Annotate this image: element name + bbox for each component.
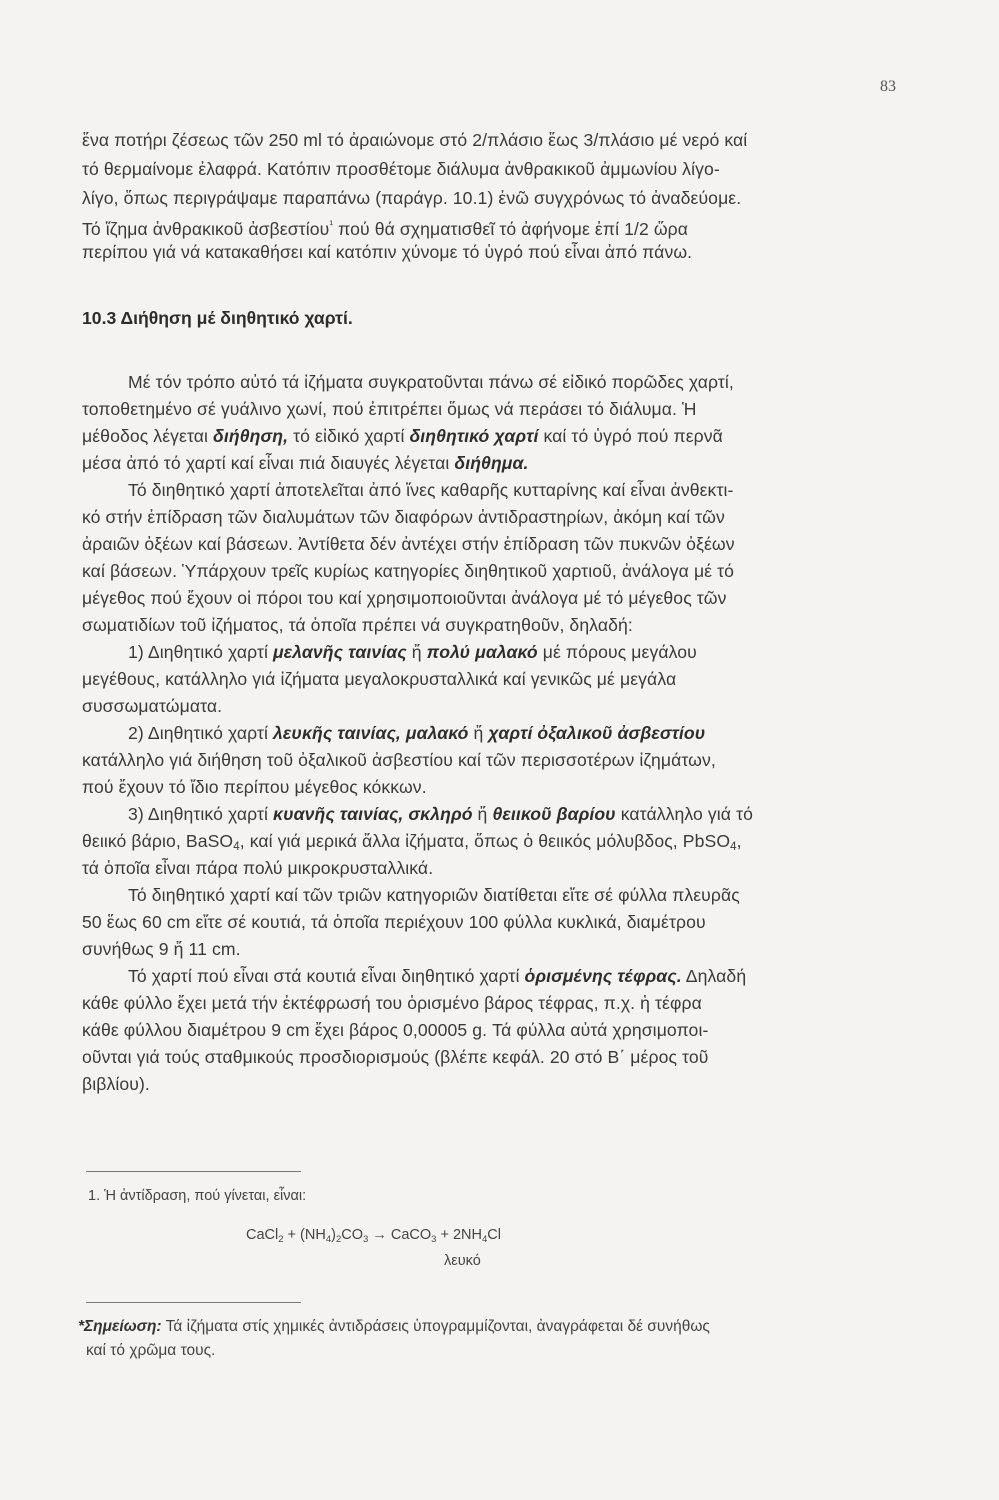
eq-part: CO [341, 1227, 364, 1243]
text-span: 3) Διηθητικό χαρτί [128, 804, 274, 824]
text-span: κατάλληλο γιά τό [615, 804, 753, 824]
text-line: ἕνα ποτήρι ζέσεως τῶν 250 ml τό ἀραιώνομε στό 2/πλάσιο ἕως 3/πλάσιο μέ νερό καί [82, 130, 748, 150]
eq-part: + (NH [283, 1227, 326, 1243]
precipitate-label: λευκό [444, 1253, 481, 1269]
text-line [82, 213, 912, 241]
note-divider [86, 1302, 301, 1303]
text-span: μέ πόρους μεγάλου [537, 642, 697, 662]
text-span: , καί γιά μερικά ἄλλα ἰζήματα, ὅπως ὁ θειικός μόλυβδος, PbSO [239, 831, 731, 851]
subscript: 2 [278, 1234, 284, 1245]
text-line: βιβλίου). [82, 1074, 150, 1094]
text-span: , [736, 831, 742, 851]
text-span: θειικό βάριο, BaSO [82, 831, 234, 851]
text-line [82, 424, 912, 448]
eq-part: → CaCO [368, 1227, 432, 1243]
note-label: *Σημείωση: [78, 1318, 162, 1335]
text-line [128, 640, 912, 664]
text-line: σωματιδίων τοῦ ἰζήματος, τά ὁποῖα πρέπει νά συγκρατηθοῦν, δηλαδή: [82, 615, 633, 635]
footnote-text: 1. Ἡ ἀντίδραση, πού γίνεται, εἶναι: [88, 1188, 307, 1204]
text-span: ἤ [468, 723, 489, 743]
text-span: μέσα ἀπό τό χαρτί καί εἶναι πιά διαυγές λέγεται [82, 453, 455, 473]
text-line: μέγεθος πού ἔχουν οἱ πόροι του καί χρησιμοποιοῦνται ἀνάλογα μέ τό μέγεθος τῶν [82, 588, 727, 608]
text-line: Τό διηθητικό χαρτί ἀποτελεῖται ἀπό ἵνες καθαρῆς κυτταρίνης καί εἶναι ἀνθεκτι- [128, 480, 734, 500]
text-span: Τό ἵζημα ἀνθρακικοῦ ἀσβεστίου [82, 218, 330, 239]
text-line: τοποθετημένο σέ γυάλινο χωνί, πού ἐπιτρέπει ὅμως νά περάσει τό διάλυμα. Ἡ [82, 399, 697, 419]
text-line: συσσωματώματα. [82, 696, 223, 716]
term-white-ribbon: λευκῆς ταινίας, μαλακό [273, 723, 469, 743]
text-span: 2) Διηθητικό χαρτί [128, 723, 274, 743]
footnote-divider [86, 1171, 301, 1172]
subscript: 4 [730, 841, 737, 853]
subscript: 2 [335, 1234, 342, 1245]
subscript: 4 [482, 1234, 488, 1245]
text-span: 1) Διηθητικό χαρτί [128, 642, 274, 662]
text-span: ἤ [406, 642, 427, 662]
note-text [78, 1318, 710, 1336]
subscript: 4 [325, 1234, 332, 1245]
chemical-equation [246, 1227, 501, 1245]
text-span: Δηλαδή [681, 966, 747, 986]
text-line [82, 829, 912, 859]
text-span: πού θά σχηματισθεῖ τό ἀφήνομε ἐπί 1/2 ὥρα [333, 218, 689, 239]
text-line: καί βάσεων. Ὑπάρχουν τρεῖς κυρίως κατηγορίες διηθητικοῦ χαρτιοῦ, ἀνάλογα μέ τό [82, 561, 735, 581]
text-span: μέθοδος λέγεται [82, 426, 214, 446]
text-line: μεγέθους, κατάλληλο γιά ἰζήματα μεγαλοκρυσταλλικά καί γενικῶς μέ μεγάλα [82, 669, 677, 689]
footnote-marker: ¹ [329, 219, 334, 231]
eq-part: CaCl [246, 1227, 279, 1243]
term-barium-sulfate: θειικοῦ βαρίου [492, 804, 616, 824]
text-line [128, 964, 912, 988]
text-line: κάθε φύλλο ἔχει μετά τήν ἐκτέφρωσή του ὁρισμένο βάρος τέφρας, π.χ. ἡ τέφρα [82, 993, 702, 1013]
eq-part: + 2NH [436, 1227, 482, 1243]
text-line [128, 721, 912, 745]
term-filtration: διήθηση, [213, 426, 289, 446]
term-black-ribbon: μελανῆς ταινίας [273, 642, 407, 662]
subscript: 3 [431, 1234, 437, 1245]
subscript: 3 [363, 1234, 369, 1245]
text-line [82, 451, 912, 475]
term-filtrate: διήθημα. [454, 453, 529, 473]
subscript: 4 [233, 841, 240, 853]
note-text: καί τό χρῶμα τους. [86, 1342, 216, 1359]
text-line: κατάλληλο γιά διήθηση τοῦ ὀξαλικοῦ ἀσβεστίου καί τῶν περισσοτέρων ἰζημάτων, [82, 750, 716, 770]
text-line: ἀραιῶν ὀξέων καί βάσεων. Ἀντίθετα δέν ἀντέχει στήν ἐπίδραση τῶν πυκνῶν ὀξέων [82, 534, 735, 554]
eq-part: Cl [487, 1227, 501, 1243]
text-span: τό εἰδικό χαρτί [288, 426, 410, 446]
eq-part: ) [331, 1227, 336, 1243]
text-span: Τό χαρτί πού εἶναι στά κουτιά εἶναι διηθητικό χαρτί [128, 966, 525, 986]
text-line: Τό διηθητικό χαρτί καί τῶν τριῶν κατηγοριῶν διατίθεται εἴτε σέ φύλλα πλευρᾶς [128, 885, 740, 905]
section-heading: 10.3 Διήθηση μέ διηθητικό χαρτί. [82, 308, 353, 328]
text-line: κό στήν ἐπίδραση τῶν διαλυμάτων τῶν διαφόρων ἀντιδραστηρίων, ἀκόμη καί τῶν [82, 507, 725, 527]
term-very-soft: πολύ μαλακό [426, 642, 538, 662]
text-line: κάθε φύλλου διαμέτρου 9 cm ἔχει βάρος 0,00005 g. Τά φύλλα αὐτά χρησιμοποι- [82, 1020, 709, 1040]
text-line: τό θερμαίνομε ἐλαφρά. Κατόπιν προσθέτομε διάλυμα ἀνθρακικοῦ ἀμμωνίου λίγο- [82, 159, 720, 179]
text-line: λίγο, ὅπως περιγράψαμε παραπάνω (παράγρ. 10.1) ἐνῶ συγχρόνως τό ἀναδεύομε. [82, 188, 742, 208]
term-blue-ribbon: κυανῆς ταινίας, σκληρό [273, 804, 473, 824]
term-filter-paper: διηθητικό χαρτί [409, 426, 539, 446]
text-span: ἤ [472, 804, 493, 824]
term-calcium-oxalate-paper: χαρτί ὀξαλικοῦ ἀσβεστίου [488, 723, 706, 743]
text-line: οῦνται γιά τούς σταθμικούς προσδιορισμούς (βλέπε κεφάλ. 20 στό Β΄ μέρος τοῦ [82, 1047, 709, 1067]
text-line: τά ὁποῖα εἶναι πάρα πολύ μικροκρυσταλλικά. [82, 858, 434, 878]
text-line: 50 ἕως 60 cm εἴτε σέ κουτιά, τά ὁποῖα περιέχουν 100 φύλλα κυκλικά, διαμέτρου [82, 912, 706, 932]
term-defined-ash: ὁρισμένης τέφρας. [524, 966, 682, 986]
text-line [128, 802, 912, 826]
text-span: Τά ἰζήματα στίς χημικές ἀντιδράσεις ὑπογραμμίζονται, ἀναγράφεται δέ συνήθως [161, 1318, 710, 1335]
text-line: περίπου γιά νά κατακαθήσει καί κατόπιν χύνομε τό ὑγρό πού εἶναι ἀπό πάνω. [82, 242, 693, 262]
page-number: 83 [880, 78, 896, 95]
text-line: συνήθως 9 ἤ 11 cm. [82, 939, 241, 959]
text-line: πού ἔχουν τό ἴδιο περίπου μέγεθος κόκκων. [82, 777, 427, 797]
text-span: καί τό ὑγρό πού περνᾶ [538, 426, 723, 446]
text-line: Μέ τόν τρόπο αὐτό τά ἰζήματα συγκρατοῦνται πάνω σέ εἰδικό πορῶδες χαρτί, [128, 372, 734, 392]
